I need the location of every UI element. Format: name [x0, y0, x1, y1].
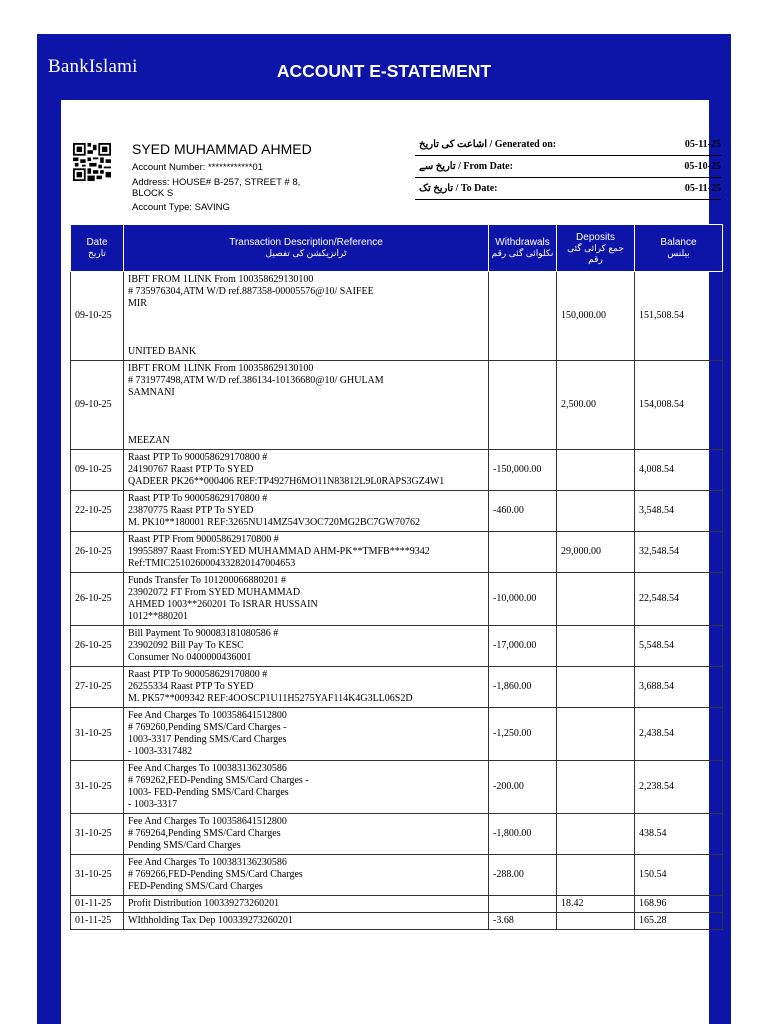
- cell-deposit: [557, 450, 635, 491]
- cell-date: 26-10-25: [71, 532, 124, 573]
- cell-date: 09-10-25: [71, 272, 124, 361]
- description-line: FED-Pending SMS/Card Charges: [128, 881, 263, 892]
- cell-balance: 151,508.54: [635, 272, 723, 361]
- cell-balance: 32,548.54: [635, 532, 723, 573]
- cell-balance: 2,438.54: [635, 708, 723, 761]
- cell-deposit: [557, 814, 635, 855]
- cell-withdrawal: -10,000.00: [489, 573, 557, 626]
- description-line: WIthholding Tax Dep 100339273260201: [128, 915, 293, 926]
- page-title: ACCOUNT E-STATEMENT: [276, 61, 492, 81]
- cell-withdrawal: -1,860.00: [489, 667, 557, 708]
- cell-withdrawal: -1,250.00: [489, 708, 557, 761]
- description-line: # 769264,Pending SMS/Card Charges: [128, 828, 281, 839]
- cell-date: 27-10-25: [71, 667, 124, 708]
- table-row: [71, 855, 723, 896]
- description-line: 1003-3317 Pending SMS/Card Charges: [128, 734, 287, 745]
- cell-deposit: [557, 913, 635, 930]
- cell-withdrawal: -1,800.00: [489, 814, 557, 855]
- description-line: Bill Payment To 900083181080586 #: [128, 628, 279, 639]
- description-line: Fee And Charges To 100358641512800: [128, 816, 287, 827]
- table-row: [71, 708, 723, 761]
- account-number: Account Number: ************01: [132, 162, 263, 173]
- info-value: 05-10-25: [654, 156, 721, 178]
- cell-balance: 168.96: [635, 896, 723, 913]
- table-row: [71, 913, 723, 930]
- cell-description: [124, 667, 489, 708]
- table-row: [71, 361, 723, 450]
- cell-description: [124, 626, 489, 667]
- table-row: [71, 761, 723, 814]
- cell-date: 31-10-25: [71, 855, 124, 896]
- cell-balance: 438.54: [635, 814, 723, 855]
- table-header-row: [71, 225, 723, 272]
- col-withdrawals: Withdrawals نکلوائی گئی رقم: [489, 225, 557, 272]
- description-line: 23902092 Bill Pay To KESC: [128, 640, 244, 651]
- cell-balance: 150.54: [635, 855, 723, 896]
- cell-date: 26-10-25: [71, 626, 124, 667]
- description-line: IBFT FROM 1LINK From 100358629130100: [128, 363, 314, 374]
- address-line-2: BLOCK S: [132, 188, 174, 199]
- cell-date: 01-11-25: [71, 913, 124, 930]
- table-row: [71, 272, 723, 361]
- cell-date: 31-10-25: [71, 814, 124, 855]
- cell-balance: 3,548.54: [635, 491, 723, 532]
- description-line: AHMED 1003**260201 To ISRAR HUSSAIN: [128, 599, 318, 610]
- cell-description: [124, 450, 489, 491]
- cell-description: [124, 361, 489, 450]
- cell-date: 01-11-25: [71, 896, 124, 913]
- qr-code-icon: [73, 143, 111, 181]
- bank-logo: BankIslami: [48, 56, 138, 77]
- description-line: - 1003-3317: [128, 799, 178, 810]
- cell-deposit: 18.42: [557, 896, 635, 913]
- description-line: Profit Distribution 100339273260201: [128, 898, 280, 909]
- table-row: [71, 532, 723, 573]
- description-line: SAMNANI: [128, 387, 175, 398]
- description-line: # 769262,FED-Pending SMS/Card Charges -: [128, 775, 309, 786]
- cell-deposit: [557, 761, 635, 814]
- description-line: Raast PTP To 900058629170800 #: [128, 452, 268, 463]
- description-line: Consumer No 0400000436001: [128, 652, 252, 663]
- description-line: Pending SMS/Card Charges: [128, 840, 241, 851]
- description-bank: MEEZAN: [128, 435, 170, 446]
- table-row: [71, 626, 723, 667]
- cell-deposit: [557, 667, 635, 708]
- account-type: Account Type: SAVING: [132, 202, 230, 213]
- description-line: 19955897 Raast From:SYED MUHAMMAD AHM-PK**TMFB****9342: [128, 546, 430, 557]
- table-row: [71, 896, 723, 913]
- info-label: اشاعت کی تاریخ / Generated on:: [415, 134, 654, 156]
- description-line: M. PK57**009342 REF:4OOSCP1U11H5275YAF114K4G3LL06S2D: [128, 693, 413, 704]
- cell-description: [124, 814, 489, 855]
- description-line: Raast PTP From 900058629170800 #: [128, 534, 279, 545]
- cell-withdrawal: -200.00: [489, 761, 557, 814]
- cell-balance: 3,688.54: [635, 667, 723, 708]
- cell-balance: 22,548.54: [635, 573, 723, 626]
- description-line: M. PK10**180001 REF:3265NU14MZ54V3OC720MG2BC7GW70762: [128, 517, 420, 528]
- description-line: # 731977498,ATM W/D ref.386134-10136680@10/ GHULAM: [128, 375, 384, 386]
- cell-deposit: [557, 626, 635, 667]
- cell-description: [124, 761, 489, 814]
- description-line: 1012**880201: [128, 611, 188, 622]
- cell-withdrawal: -460.00: [489, 491, 557, 532]
- cell-date: 31-10-25: [71, 708, 124, 761]
- cell-balance: 2,238.54: [635, 761, 723, 814]
- cell-date: 09-10-25: [71, 450, 124, 491]
- cell-withdrawal: [489, 272, 557, 361]
- cell-date: 09-10-25: [71, 361, 124, 450]
- cell-deposit: [557, 491, 635, 532]
- cell-deposit: [557, 573, 635, 626]
- address-line-1: Address: HOUSE# B-257, STREET # 8,: [132, 177, 301, 188]
- transactions-table: [70, 224, 723, 930]
- description-line: Raast PTP To 900058629170800 #: [128, 493, 268, 504]
- description-line: 1003- FED-Pending SMS/Card Charges: [128, 787, 289, 798]
- cell-withdrawal: -150,000.00: [489, 450, 557, 491]
- description-line: # 735976304,ATM W/D ref.887358-00005576@10/ SAIFEE: [128, 286, 374, 297]
- description-line: IBFT FROM 1LINK From 100358629130100: [128, 274, 314, 285]
- cell-withdrawal: -3.68: [489, 913, 557, 930]
- cell-description: [124, 708, 489, 761]
- customer-name: SYED MUHAMMAD AHMED: [132, 141, 312, 157]
- info-label: تاریخ سے / From Date:: [415, 156, 654, 178]
- col-balance: Balance بیلنس: [635, 225, 723, 272]
- description-line: Fee And Charges To 100383136230586: [128, 857, 287, 868]
- description-line: 23870775 Raast PTP To SYED: [128, 505, 254, 516]
- cell-description: [124, 896, 489, 913]
- description-line: - 1003-3317482: [128, 746, 193, 757]
- cell-deposit: 29,000.00: [557, 532, 635, 573]
- info-row: [415, 156, 721, 178]
- description-line: 26255334 Raast PTP To SYED: [128, 681, 254, 692]
- col-date: Date تاریخ: [71, 225, 124, 272]
- cell-withdrawal: [489, 361, 557, 450]
- info-value: 05-11-25: [654, 178, 721, 200]
- cell-description: [124, 272, 489, 361]
- description-line: 24190767 Raast PTP To SYED: [128, 464, 254, 475]
- description-line: Funds Transfer To 101200066880201 #: [128, 575, 287, 586]
- table-row: [71, 491, 723, 532]
- cell-date: 31-10-25: [71, 761, 124, 814]
- cell-balance: 154,008.54: [635, 361, 723, 450]
- info-row: [415, 134, 721, 156]
- cell-description: [124, 855, 489, 896]
- cell-date: 26-10-25: [71, 573, 124, 626]
- cell-balance: 4,008.54: [635, 450, 723, 491]
- description-line: MIR: [128, 298, 147, 309]
- description-bank: UNITED BANK: [128, 346, 197, 357]
- cell-description: [124, 491, 489, 532]
- description-line: Raast PTP To 900058629170800 #: [128, 669, 268, 680]
- description-line: Fee And Charges To 100358641512800: [128, 710, 287, 721]
- cell-withdrawal: [489, 896, 557, 913]
- statement-sheet: [61, 100, 721, 1024]
- cell-description: [124, 532, 489, 573]
- statement-info-table: [415, 134, 721, 200]
- description-line: QADEER PK26**000406 REF:TP4927H6MO11N83812L9L0RAPS3GZ4W1: [128, 476, 445, 487]
- description-line: 23902072 FT From SYED MUHAMMAD: [128, 587, 301, 598]
- cell-deposit: 150,000.00: [557, 272, 635, 361]
- table-row: [71, 667, 723, 708]
- info-label: تاریخ تک / To Date:: [415, 178, 654, 200]
- description-line: Ref:TMIC25102600043328201470046​53: [128, 558, 296, 569]
- cell-description: [124, 573, 489, 626]
- table-row: [71, 573, 723, 626]
- col-deposits: Deposits جمع کرائی گئی رقم: [557, 225, 635, 272]
- cell-withdrawal: -17,000.00: [489, 626, 557, 667]
- statement-frame: [37, 34, 731, 1024]
- cell-deposit: [557, 708, 635, 761]
- cell-deposit: 2,500.00: [557, 361, 635, 450]
- table-row: [71, 814, 723, 855]
- description-line: Fee And Charges To 100383136230586: [128, 763, 287, 774]
- cell-deposit: [557, 855, 635, 896]
- description-line: # 769266,FED-Pending SMS/Card Charges: [128, 869, 303, 880]
- info-value: 05-11-25: [654, 134, 721, 156]
- table-row: [71, 450, 723, 491]
- cell-date: 22-10-25: [71, 491, 124, 532]
- cell-withdrawal: [489, 532, 557, 573]
- info-row: [415, 178, 721, 200]
- cell-balance: 5,548.54: [635, 626, 723, 667]
- cell-description: [124, 913, 489, 930]
- cell-balance: 165.28: [635, 913, 723, 930]
- col-description: Transaction Description/Reference ٹرانزیکشن کی تفصیل: [124, 225, 489, 272]
- cell-withdrawal: -288.00: [489, 855, 557, 896]
- description-line: # 769260,Pending SMS/Card Charges -: [128, 722, 287, 733]
